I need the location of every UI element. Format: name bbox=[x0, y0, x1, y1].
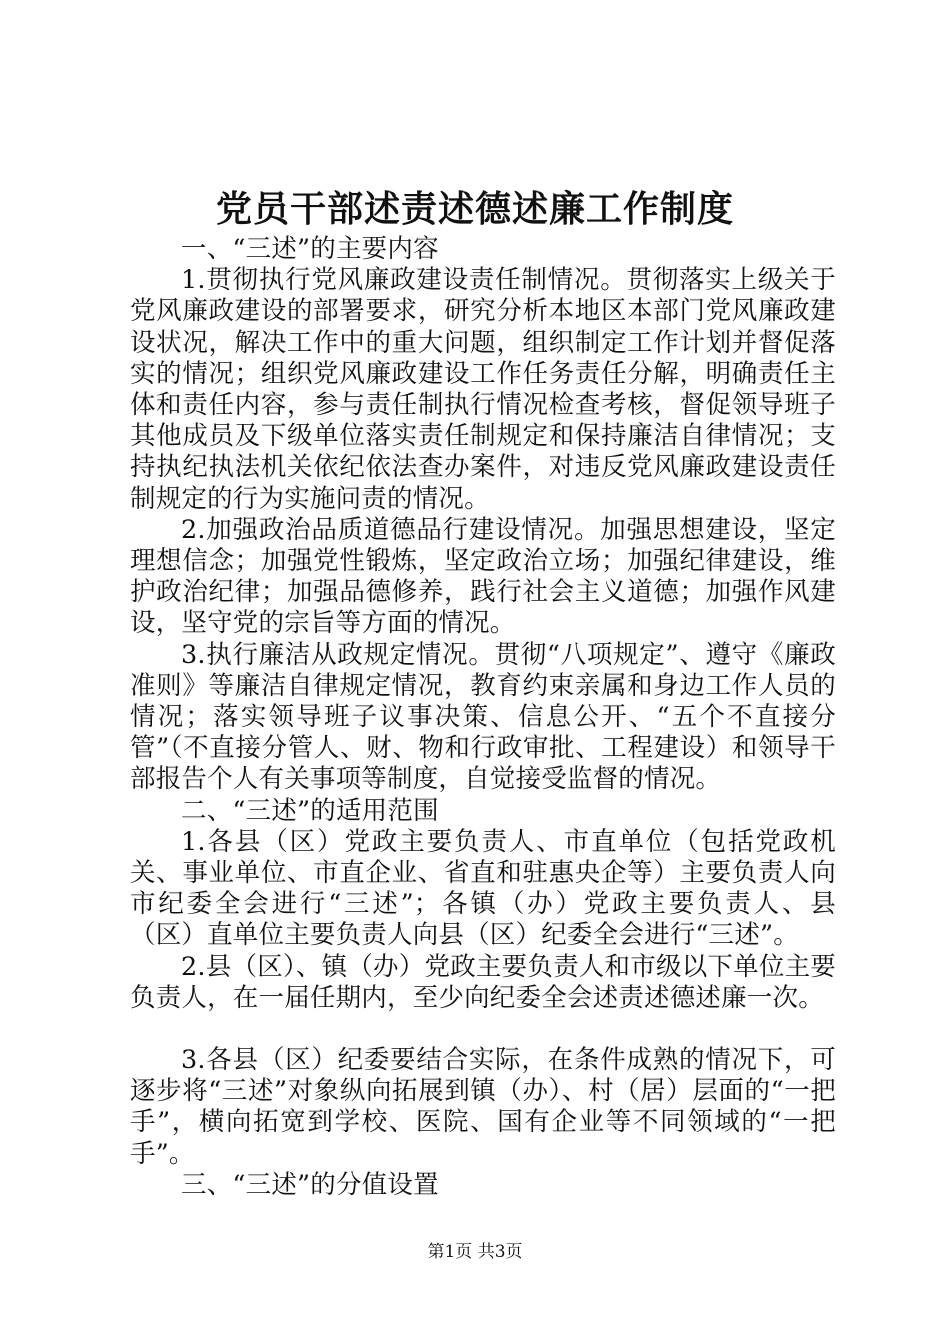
paragraph: 2.县（区）、镇（办）党政主要负责人和市级以下单位主要负责人，在一届任期内，至少向纪委全会述责述德述廉一次。 bbox=[130, 951, 836, 1013]
paragraph: 2.加强政治品质道德品行建设情况。加强思想建设，坚定理想信念；加强党性锻炼，坚定政治立场；加强纪律建设，维护政治纪律；加强品德修养，践行社会主义道德；加强作风建设，坚守党的宗旨等方面的情况。 bbox=[130, 514, 836, 639]
document-body bbox=[130, 234, 836, 1201]
section-heading: 一、“三述”的主要内容 bbox=[181, 234, 439, 264]
section-heading: 二、“三述”的适用范围 bbox=[181, 795, 439, 826]
page-footer: 第1页 共3页 bbox=[427, 1242, 523, 1262]
paragraph: 1.贯彻执行党风廉政建设责任制情况。贯彻落实上级关于党风廉政建设的部署要求，研究分析本地区本部门党风廉政建设状况，解决工作中的重大问题，组织制定工作计划并督促落实的情况；组织党风廉政建设工作任务责任分解，明确责任主体和责任内容，参与责任制执行情况检查考核，督促领导班子其他成员及下级单位落实责任制规定和保持廉洁自律情况；支持执纪执法机关依纪依法查办案件，对违反党风廉政建设责任制规定的行为实施问责的情况。 bbox=[130, 265, 836, 514]
document-title: 党员干部述责述德述廉工作制度 bbox=[215, 188, 734, 230]
section-heading: 三、“三述”的分值设置 bbox=[181, 1169, 439, 1200]
paragraph: 1.各县（区）党政主要负责人、市直单位（包括党政机关、事业单位、市直企业、省直和驻惠央企等）主要负责人向市纪委全会进行“三述”；各镇（办）党政主要负责人、县（区）直单位主要负责人向县（区）纪委全会进行“三述”。 bbox=[130, 826, 836, 951]
paragraph: 3.执行廉洁从政规定情况。贯彻“八项规定”、遵守《廉政准则》等廉洁自律规定情况，教育约束亲属和身边工作人员的情况；落实领导班子议事决策、信息公开、“五个不直接分管”（不直接分管人、财、物和行政审批、工程建设）和领导干部报告个人有关事项等制度，自觉接受监督的情况。 bbox=[130, 639, 836, 795]
paragraph: 3.各县（区）纪委要结合实际，在条件成熟的情况下，可逐步将“三述”对象纵向拓展到镇（办）、村（居）层面的“一把手”，横向拓宽到学校、医院、国有企业等不同领域的“一把手”。 bbox=[130, 1045, 836, 1169]
